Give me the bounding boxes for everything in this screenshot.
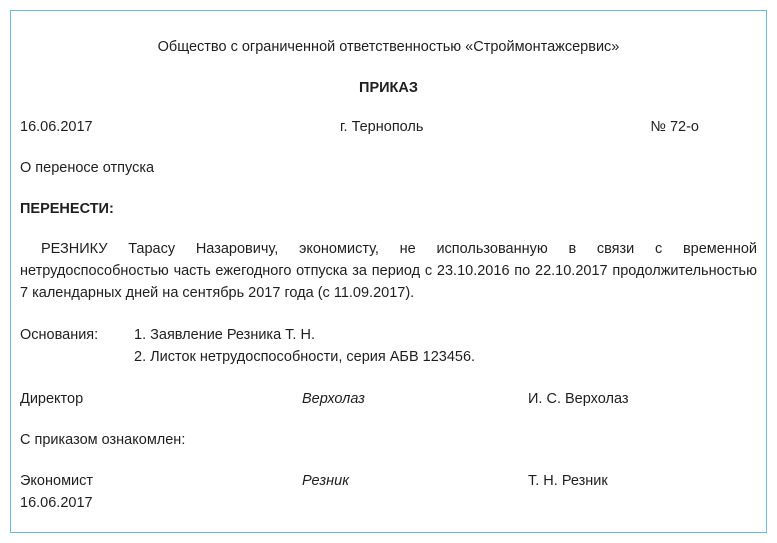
employee-acknowledgement-date: 16.06.2017 [20,495,93,511]
grounds-section [20,324,757,368]
document-title: ПРИКАЗ [359,80,418,96]
document-city: г. Тернополь [340,119,424,135]
order-document [20,36,757,514]
document-number: № 72-о [650,119,699,135]
grounds-list [134,324,475,368]
grounds-item: 2. Листок нетрудоспособности, серия АБВ 123456. [134,349,476,365]
director-signature: Верхолаз [302,391,365,407]
employee-signature: Резник [302,473,350,489]
employee-name: Т. Н. Резник [528,473,608,489]
order-body-text: РЕЗНИКУ Тарасу Назаровичу, экономисту, не использованную в связи с временной нетрудоспособностью часть ежегодного отпуска за период с 23.10.2016 по 22.10.2017 продолжительностью 7 календарных дней на сентябрь 2017 года (с 11.09.2017). [20,241,757,301]
organization-name: Общество с ограниченной ответственностью «Строймонтажсервис» [157,39,620,55]
director-signature-row [20,388,757,410]
grounds-label: Основания: [20,327,99,343]
employee-position: Экономист [20,473,94,489]
document-subject: О переносе отпуска [20,160,155,176]
grounds-item: 1. Заявление Резника Т. Н. [134,327,315,343]
order-verb: ПЕРЕНЕСТИ: [20,201,114,217]
document-date: 16.06.2017 [20,119,93,135]
document-meta-row [20,116,757,138]
acknowledgement-label: С приказом ознакомлен: [20,432,186,448]
director-name: И. С. Верхолаз [528,391,629,407]
employee-signature-row [20,470,757,492]
director-position: Директор [20,391,84,407]
